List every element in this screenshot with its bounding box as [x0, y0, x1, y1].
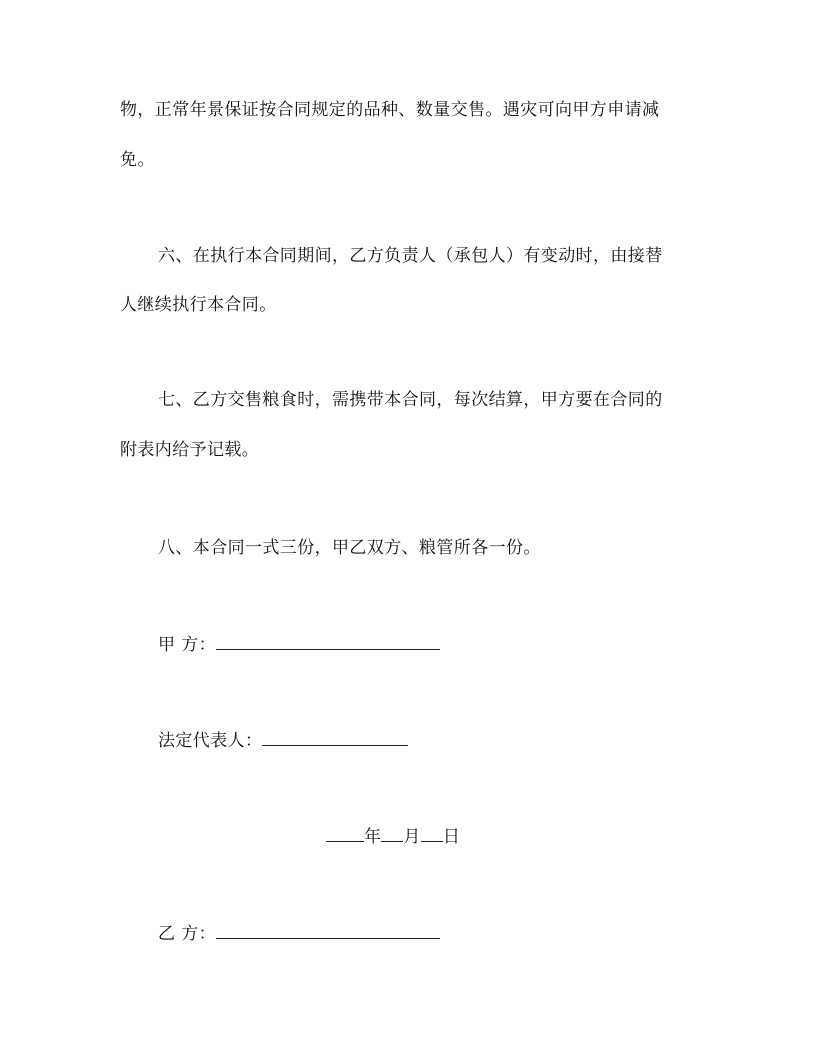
legal-rep-blank[interactable]: [262, 729, 408, 746]
date-year-blank[interactable]: [326, 825, 364, 842]
clause-8-line-1: 八、本合同一式三份，甲乙双方、粮管所各一份。: [158, 538, 541, 558]
party-a-signature-line: [158, 633, 440, 656]
clause-5-line-1: 物，正常年景保证按合同规定的品种、数量交售。遇灾可向甲方申请减: [120, 100, 660, 120]
clause-7-line-2: 附表内给予记载。: [120, 440, 260, 460]
date-year-label: 年: [364, 827, 382, 847]
legal-rep-signature-line: [158, 729, 408, 752]
date-month-blank[interactable]: [381, 825, 403, 842]
party-b-blank[interactable]: [216, 922, 440, 939]
clause-7-line-1: 七、乙方交售粮食时，需携带本合同，每次结算，甲方要在合同的: [158, 390, 663, 410]
party-a-blank[interactable]: [216, 633, 440, 650]
party-b-label: 乙 方：: [158, 924, 217, 944]
date-line: [326, 825, 460, 848]
date-month-label: 月: [403, 827, 421, 847]
date-day-label: 日: [442, 827, 461, 847]
clause-6-line-2: 人继续执行本合同。: [120, 295, 277, 315]
party-b-signature-line: [158, 922, 440, 945]
date-day-blank[interactable]: [421, 825, 443, 842]
legal-rep-label: 法定代表人：: [158, 731, 263, 751]
party-a-label: 甲 方：: [158, 635, 217, 655]
clause-5-line-2: 免。: [120, 150, 155, 170]
clause-6-line-1: 六、在执行本合同期间，乙方负责人（承包人）有变动时，由接替: [158, 246, 663, 266]
